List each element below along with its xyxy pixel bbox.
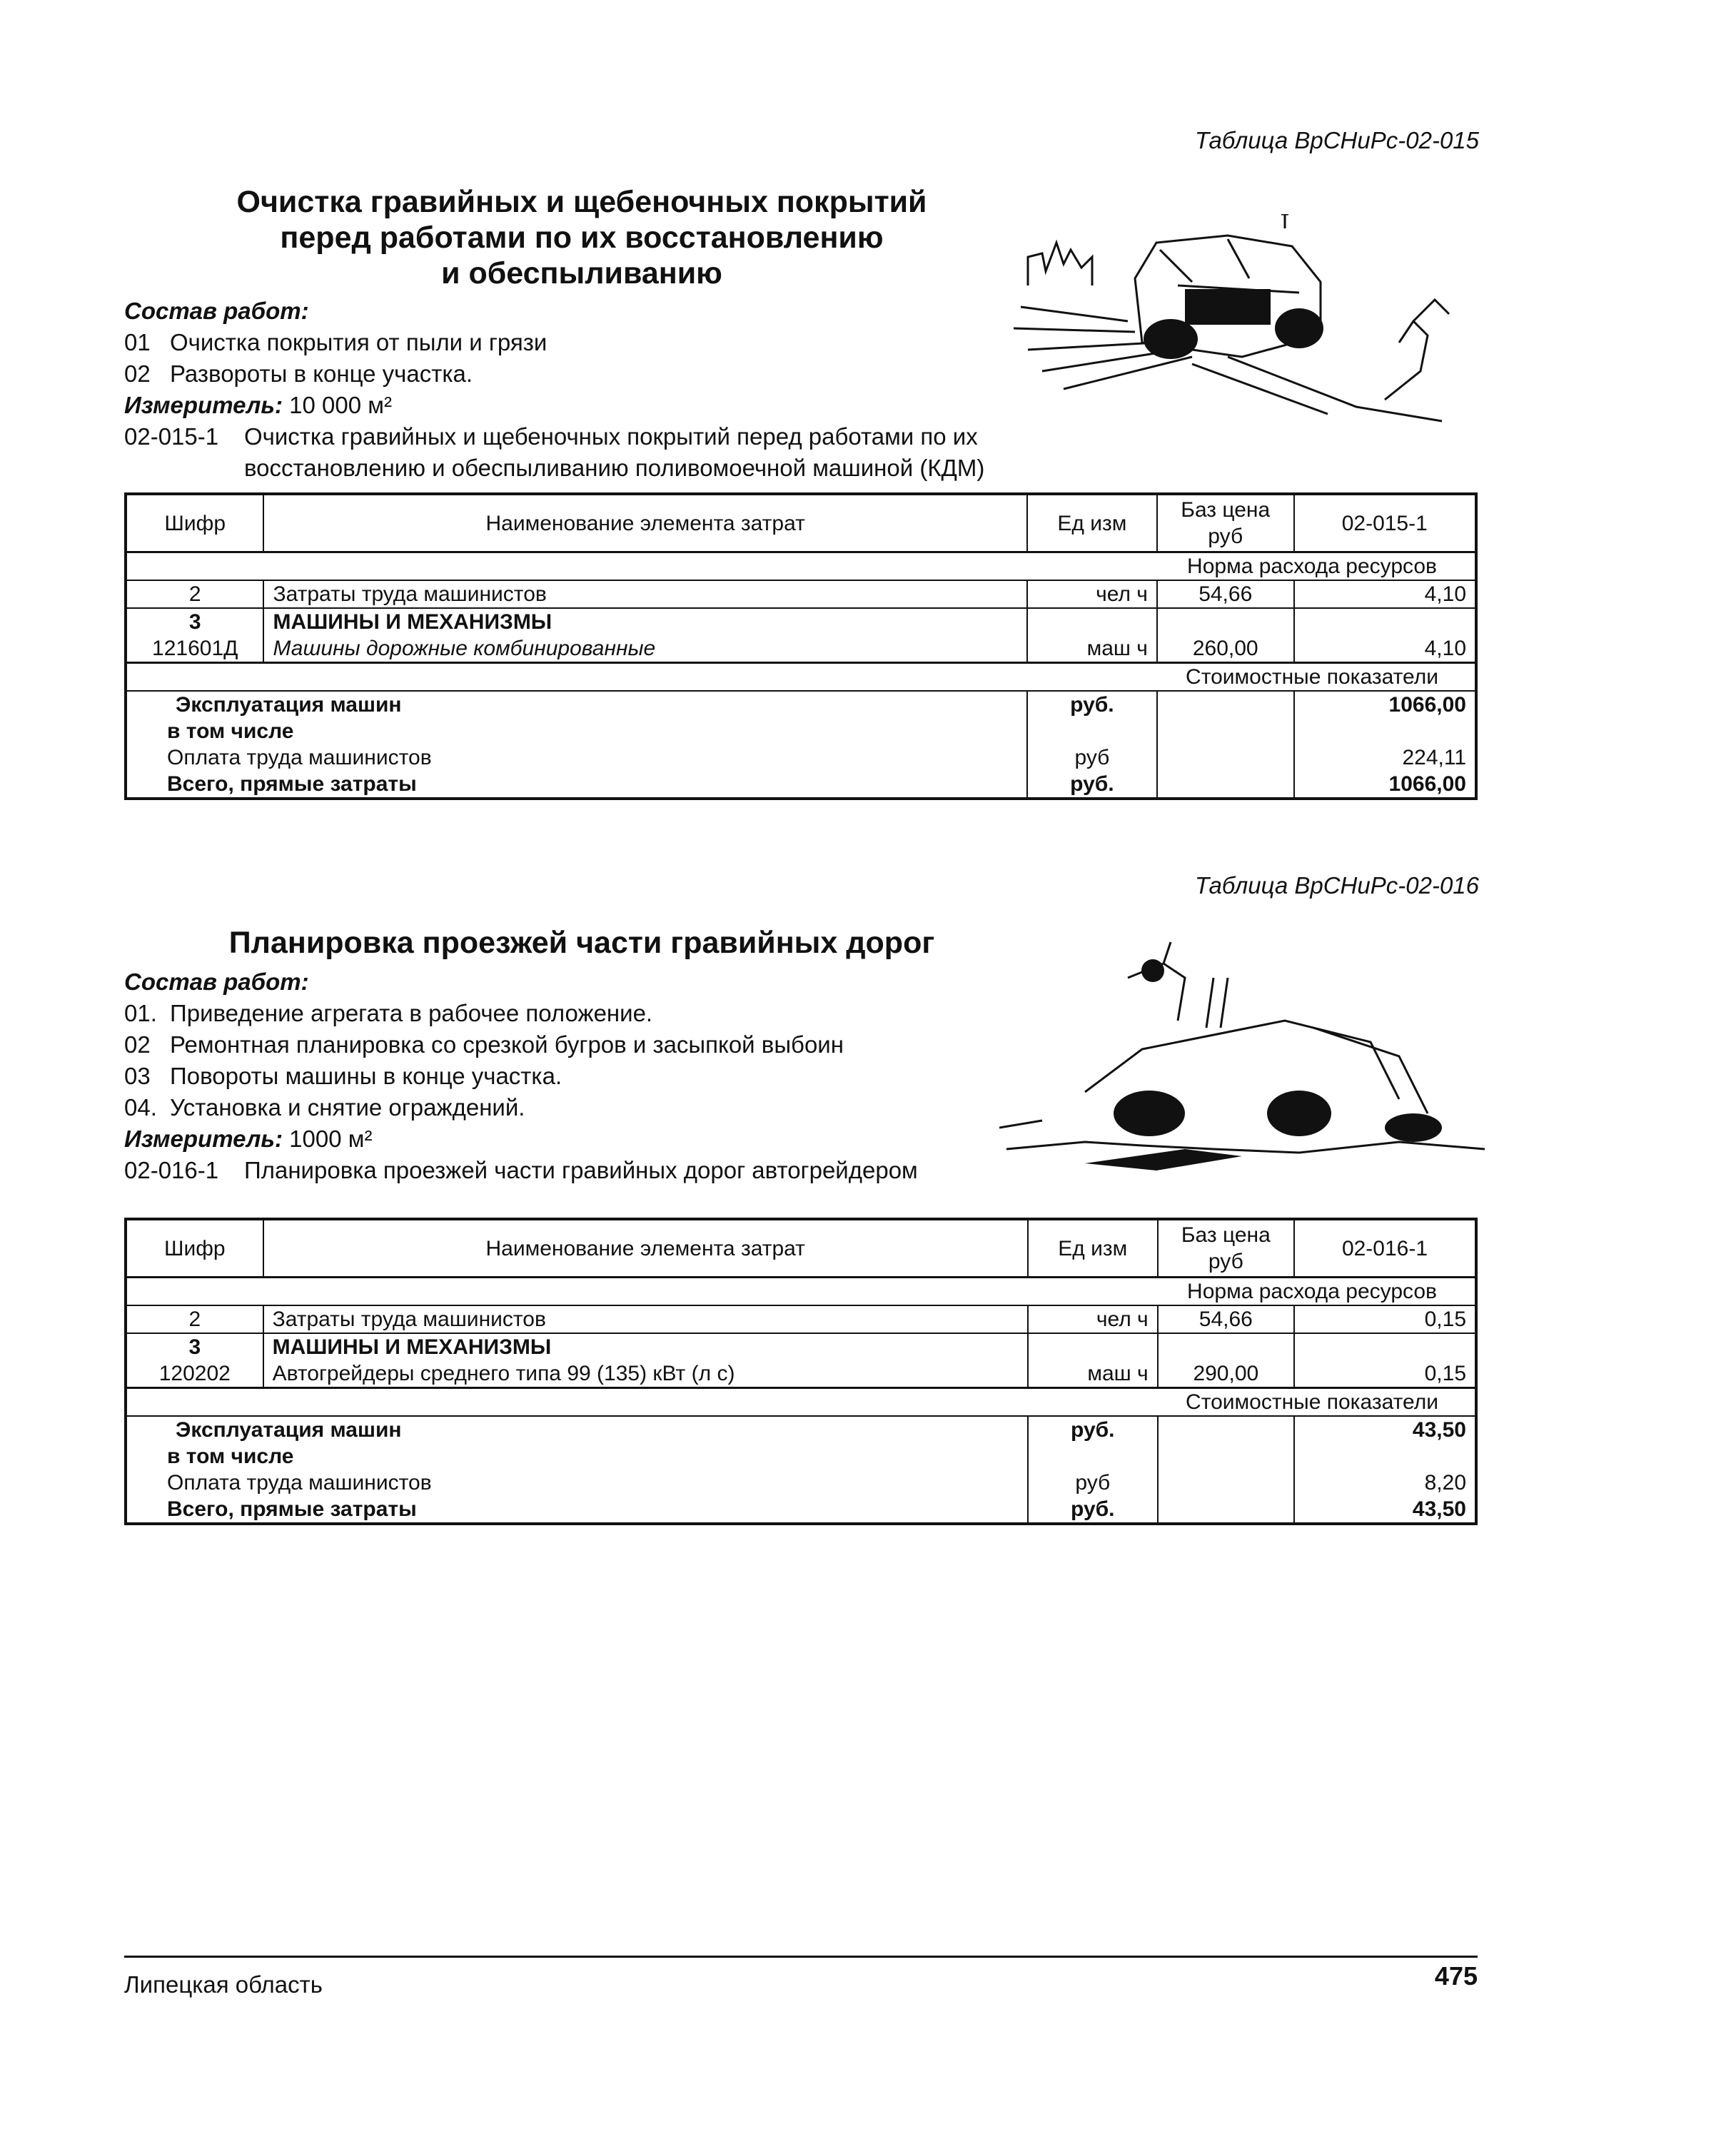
cell-cipher: 2 — [126, 580, 263, 608]
band-label: Норма расхода ресурсов — [1187, 1280, 1437, 1303]
column-header: Баз цена руб — [1157, 494, 1294, 552]
cost-row — [126, 1496, 1476, 1524]
step-number: 03 — [124, 1063, 151, 1089]
list-item — [124, 1092, 918, 1123]
cell-unit: маш ч — [1028, 1360, 1158, 1388]
table-header-row — [126, 494, 1476, 552]
table-row — [126, 635, 1476, 663]
cost-row — [126, 771, 1476, 799]
cost-row — [126, 744, 1476, 771]
footer-region: Липецкая область — [124, 1971, 323, 1998]
meter-line — [124, 390, 984, 421]
table-band-row — [126, 1278, 1476, 1306]
step-text: Установка и снятие ограждений. — [170, 1094, 525, 1121]
table-row — [126, 608, 1476, 635]
step-number: 04. — [124, 1094, 157, 1121]
norm-text: Планировка проезжей части гравийных дорог автогрейдером — [244, 1157, 918, 1183]
table-band-row — [126, 1388, 1476, 1417]
column-header: Ед изм — [1027, 494, 1157, 552]
table-header-row — [126, 1219, 1476, 1278]
section-title — [128, 184, 1035, 291]
cost-unit: руб. — [1027, 691, 1157, 718]
composition-label: Состав работ: — [124, 298, 309, 324]
column-header: Наименование элемента затрат — [263, 1219, 1028, 1278]
cost-name: Всего, прямые затраты — [126, 1496, 1028, 1524]
list-item — [124, 358, 984, 390]
cost-row — [126, 1416, 1476, 1443]
cost-unit: руб — [1027, 744, 1157, 771]
cost-name: Всего, прямые затраты — [126, 771, 1027, 799]
title-line: и обеспыливанию — [441, 256, 722, 290]
step-number: 01. — [124, 1000, 157, 1026]
step-text: Повороты машины в конце участка. — [170, 1063, 562, 1089]
cost-value: 1066,00 — [1294, 691, 1476, 718]
cell-unit: чел ч — [1027, 580, 1157, 608]
cell-price: 260,00 — [1157, 635, 1294, 663]
cost-value: 224,11 — [1294, 744, 1476, 771]
table-label: Таблица ВрСНиРс-02-015 — [1195, 127, 1479, 153]
cost-value: 8,20 — [1294, 1470, 1476, 1496]
band-label: Стоимостные показатели — [1186, 1390, 1438, 1414]
cell-value: 0,15 — [1294, 1305, 1476, 1333]
cost-table — [124, 492, 1478, 800]
cost-name: Эксплуатация машин — [126, 691, 1027, 718]
cost-unit: руб. — [1027, 771, 1157, 799]
cell-price: 290,00 — [1158, 1360, 1294, 1388]
column-header: 02-015-1 — [1294, 494, 1476, 552]
cell-cipher: 3 — [126, 608, 263, 635]
work-composition — [124, 966, 918, 1186]
page-number: 475 — [1434, 1961, 1478, 1991]
cost-name: в том числе — [126, 1443, 1028, 1470]
cost-value: 43,50 — [1294, 1496, 1476, 1524]
cell-cipher: 3 — [126, 1333, 263, 1360]
table-band-row — [126, 552, 1476, 581]
cell-name: Затраты труда машинистов — [263, 1305, 1028, 1333]
cost-unit: руб. — [1028, 1496, 1158, 1524]
cost-unit: руб — [1028, 1470, 1158, 1496]
column-header: Шифр — [126, 494, 263, 552]
composition-label: Состав работ: — [124, 969, 309, 995]
cost-table — [124, 1218, 1478, 1525]
step-number: 02 — [124, 1031, 151, 1058]
cell-name: МАШИНЫ И МЕХАНИЗМЫ — [263, 608, 1026, 635]
column-header: Наименование элемента затрат — [263, 494, 1026, 552]
footer-divider — [124, 1956, 1478, 1958]
norm-line — [124, 421, 984, 452]
cell-price: 54,66 — [1157, 580, 1294, 608]
cell-cipher: 2 — [126, 1305, 263, 1333]
cell-cipher: 121601Д — [126, 635, 263, 663]
column-header: 02-016-1 — [1294, 1219, 1476, 1278]
list-item — [124, 327, 984, 358]
norm-line-continued: восстановлению и обеспыливанию поливомоечной машиной (КДМ) — [244, 455, 985, 481]
cell-value: 4,10 — [1294, 580, 1476, 608]
meter-value: 1000 м² — [289, 1126, 373, 1152]
table-row — [126, 1333, 1476, 1360]
list-item — [124, 1061, 918, 1092]
band-label: Норма расхода ресурсов — [1187, 555, 1437, 578]
motor-grader-illustration — [999, 935, 1485, 1178]
norm-text: Очистка гравийных и щебеночных покрытий перед работами по их — [244, 423, 978, 450]
cost-value: 1066,00 — [1294, 771, 1476, 799]
section-title — [128, 925, 1035, 961]
cell-name: МАШИНЫ И МЕХАНИЗМЫ — [263, 1333, 1028, 1360]
column-header: Ед изм — [1028, 1219, 1158, 1278]
cost-row — [126, 691, 1476, 718]
cell-price: 54,66 — [1158, 1305, 1294, 1333]
meter-label: Измеритель: — [124, 1126, 283, 1152]
cost-unit: руб. — [1028, 1416, 1158, 1443]
table-row — [126, 1360, 1476, 1388]
step-text: Очистка покрытия от пыли и грязи — [170, 329, 547, 355]
cell-name: Автогрейдеры среднего типа 99 (135) кВт (л с) — [263, 1360, 1028, 1388]
road-sweeper-illustration — [1014, 214, 1485, 428]
cost-row — [126, 1443, 1476, 1470]
table-label: Таблица ВрСНиРс-02-016 — [1195, 872, 1479, 899]
norm-line — [124, 1155, 918, 1186]
step-text: Развороты в конце участка. — [170, 360, 473, 387]
title-line: Очистка гравийных и щебеночных покрытий — [236, 185, 927, 219]
cell-unit: маш ч — [1027, 635, 1157, 663]
table-band-row — [126, 663, 1476, 692]
cost-row — [126, 1470, 1476, 1496]
column-header: Шифр — [126, 1219, 263, 1278]
cell-cipher: 120202 — [126, 1360, 263, 1388]
list-item — [124, 1029, 918, 1061]
cell-name: Машины дорожные комбинированные — [263, 635, 1026, 663]
norm-code: 02-016-1 — [124, 1157, 219, 1183]
cost-row — [126, 718, 1476, 744]
column-header: Баз цена руб — [1158, 1219, 1294, 1278]
cost-name: Оплата труда машинистов — [126, 1470, 1028, 1496]
cost-name: Эксплуатация машин — [126, 1416, 1028, 1443]
step-text: Ремонтная планировка со срезкой бугров и засыпкой выбоин — [170, 1031, 844, 1058]
meter-value: 10 000 м² — [289, 392, 392, 418]
cell-value: 0,15 — [1294, 1360, 1476, 1388]
step-text: Приведение агрегата в рабочее положение. — [170, 1000, 653, 1026]
cost-name: в том числе — [126, 718, 1027, 744]
cell-unit: чел ч — [1028, 1305, 1158, 1333]
cost-name: Оплата труда машинистов — [126, 744, 1027, 771]
title-line: Планировка проезжей части гравийных дорог — [228, 926, 935, 960]
list-item — [124, 998, 918, 1029]
title-line: перед работами по их восстановлению — [280, 221, 884, 255]
cost-value: 43,50 — [1294, 1416, 1476, 1443]
step-number: 01 — [124, 329, 151, 355]
cell-name: Затраты труда машинистов — [263, 580, 1026, 608]
cell-value: 4,10 — [1294, 635, 1476, 663]
meter-label: Измеритель: — [124, 392, 283, 418]
band-label: Стоимостные показатели — [1186, 665, 1438, 689]
table-row — [126, 1305, 1476, 1333]
norm-code: 02-015-1 — [124, 423, 219, 450]
table-row — [126, 580, 1476, 608]
meter-line — [124, 1123, 918, 1155]
work-composition — [124, 295, 984, 484]
step-number: 02 — [124, 360, 151, 387]
